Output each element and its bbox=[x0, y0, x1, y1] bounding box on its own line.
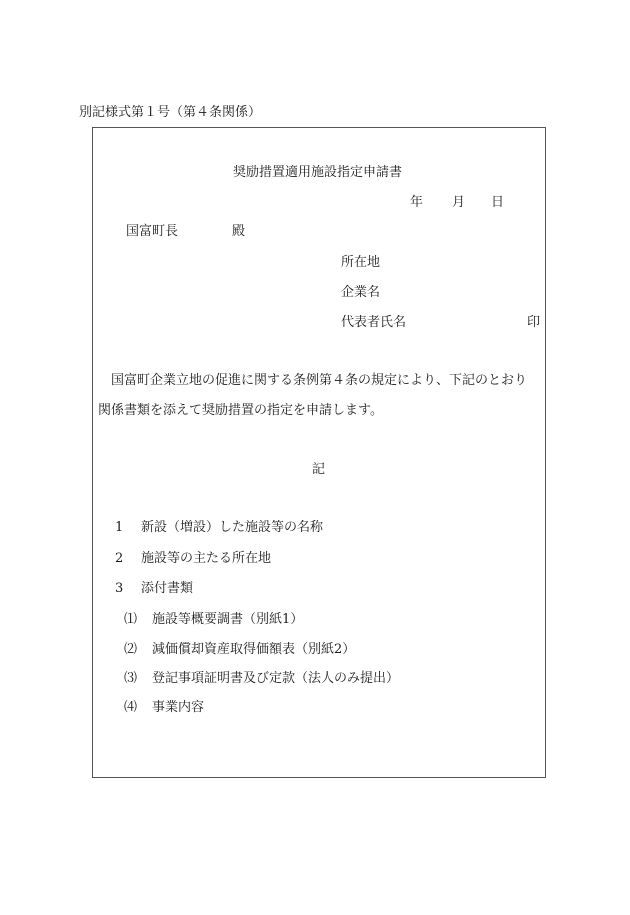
attachment-item bbox=[124, 701, 204, 714]
date-month-label: 月 bbox=[452, 195, 466, 210]
address-label: 所在地 bbox=[341, 255, 381, 270]
attachment-number: ⑷ bbox=[124, 700, 138, 715]
attachment-item bbox=[124, 672, 399, 685]
attachment-text: 施設等概要調書（別紙1） bbox=[152, 612, 304, 627]
list-item-number: 3 bbox=[115, 581, 124, 596]
date-day-label: 日 bbox=[491, 195, 505, 210]
list-item-text: 添付書類 bbox=[141, 581, 194, 596]
list-item bbox=[115, 552, 271, 565]
company-name-label: 企業名 bbox=[341, 285, 381, 300]
body-text-line-1: 国富町企業立地の促進に関する条例第４条の規定により、下記のとおり bbox=[111, 373, 528, 388]
attachment-item bbox=[124, 643, 355, 656]
body-text-line-2: 関係書類を添えて奨励措置の指定を申請します。 bbox=[98, 403, 383, 418]
list-item bbox=[115, 582, 193, 595]
representative-name-label: 代表者氏名 bbox=[341, 315, 407, 330]
list-item-number: 2 bbox=[115, 551, 124, 566]
list-item-number: 1 bbox=[115, 520, 124, 535]
list-item-text: 施設等の主たる所在地 bbox=[141, 551, 272, 566]
list-item bbox=[115, 521, 323, 534]
attachment-text: 減価償却資産取得価額表（別紙2） bbox=[152, 642, 356, 657]
attachment-number: ⑶ bbox=[124, 671, 138, 686]
attachment-number: ⑴ bbox=[124, 612, 138, 627]
addressee: 国富町長 bbox=[126, 224, 179, 239]
form-number: 別記様式第１号（第４条関係） bbox=[79, 105, 262, 120]
seal-mark: 印 bbox=[527, 315, 541, 330]
attachment-text: 事業内容 bbox=[152, 700, 205, 715]
list-item-text: 新設（増設）した施設等の名称 bbox=[141, 520, 324, 535]
attachment-number: ⑵ bbox=[124, 642, 138, 657]
addressee-honorific: 殿 bbox=[232, 224, 246, 239]
date-year-label: 年 bbox=[410, 195, 424, 210]
attachment-text: 登記事項証明書及び定款（法人のみ提出） bbox=[152, 671, 400, 686]
attachment-item bbox=[124, 613, 303, 626]
document-title: 奨励措置適用施設指定申請書 bbox=[233, 165, 403, 180]
ki-heading: 記 bbox=[312, 462, 326, 477]
